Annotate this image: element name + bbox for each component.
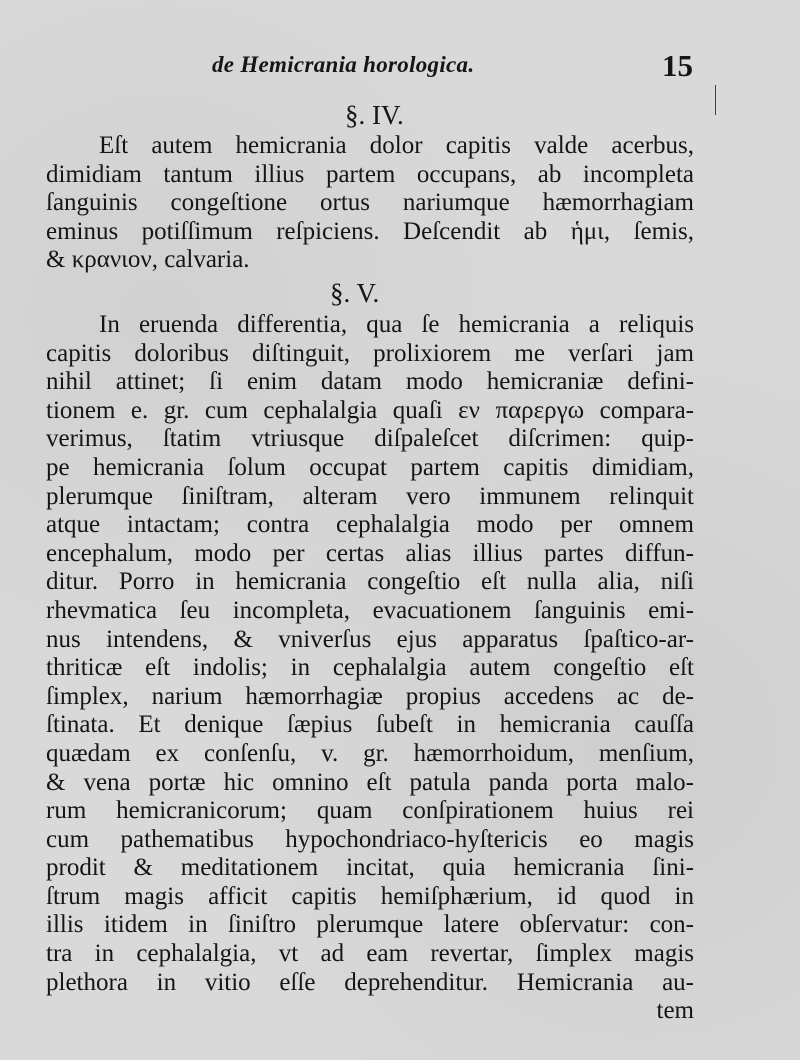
- running-title: de Hemicrania horologica.: [212, 52, 475, 77]
- text-line: eminus potiſſimum reſpiciens. Deſcendit ab ἡμι, ſemis,: [46, 217, 694, 245]
- text-line: verimus, ſtatim vtriusque diſpaleſcet diſcrimen: quip-: [46, 425, 694, 453]
- text-line: & κρανιον, calvaria.: [46, 246, 250, 274]
- section-heading-v: §. V.: [330, 278, 380, 308]
- text-line: plethora in vitio eſſe deprehenditur. Hemicrania au-: [46, 968, 694, 996]
- text-line: Eſt autem hemicrania dolor capitis valde acerbus,: [99, 132, 694, 159]
- text-line: illis itidem in ſiniſtro plerumque latere obſervatur: con-: [46, 911, 694, 939]
- text-line: ditur. Porro in hemicrania congeſtio eſt nulla alia, niſi: [46, 568, 694, 596]
- text-line: rum hemicranicorum; quam conſpirationem huius rei: [46, 797, 694, 825]
- text-line: plerumque ſiniſtram, alteram vero immunem relinquit: [46, 482, 694, 510]
- text-line: capitis doloribus diſtinguit, prolixiorem me verſari jam: [46, 339, 694, 367]
- text-line: prodit & meditationem incitat, quia hemicrania ſini-: [46, 854, 694, 882]
- text-line: tra in cephalalgia, vt ad eam revertar, ſimplex magis: [46, 940, 694, 968]
- text-line: rhevmatica ſeu incompleta, evacuationem ſanguinis emi-: [46, 596, 694, 624]
- paragraph-section-iv: [46, 132, 694, 275]
- text-line: dimidiam tantum illius partem occupans, ab incompleta: [46, 160, 694, 188]
- page-number: 15: [662, 48, 693, 83]
- text-line: ſimplex, narium hæmorrhagiæ propius accedens ac de-: [46, 682, 694, 710]
- text-line: cum pathematibus hypochondriaco-hyſtericis eo magis: [46, 825, 694, 853]
- text-line: In eruenda differentia, qua ſe hemicrania a reliquis: [99, 311, 694, 338]
- catchword: tem: [656, 997, 694, 1025]
- text-line: thriticæ eſt indolis; in cephalalgia autem congeſtio eſt: [46, 654, 694, 682]
- text-line: tionem e. gr. cum cephalalgia quaſi εν παρεργω compara-: [46, 396, 694, 424]
- text-line: quædam ex conſenſu, v. gr. hæmorrhoidum, menſium,: [46, 739, 694, 767]
- paragraph-section-v: [46, 311, 694, 1026]
- text-line: atque intactam; contra cephalalgia modo per omnem: [46, 511, 694, 539]
- text-line: nihil attinet; ſi enim datam modo hemicraniæ defini-: [46, 368, 694, 396]
- text-line: encephalum, modo per certas alias illius partes diffun-: [46, 539, 694, 567]
- section-heading-iv: §. IV.: [345, 100, 404, 130]
- text-line: pe hemicrania ſolum occupat partem capitis dimidiam,: [46, 453, 694, 481]
- text-line: nus intendens, & vniverſus ejus apparatus ſpaſtico-ar-: [46, 625, 694, 653]
- text-line: ſtinata. Et denique ſæpius ſubeſt in hemicrania cauſſa: [46, 711, 694, 739]
- text-line: & vena portæ hic omnino eſt patula panda porta malo-: [46, 768, 694, 796]
- text-line: ſtrum magis afficit capitis hemiſphærium, id quod in: [46, 882, 694, 910]
- text-line: ſanguinis congeſtione ortus nariumque hæmorrhagiam: [46, 189, 694, 217]
